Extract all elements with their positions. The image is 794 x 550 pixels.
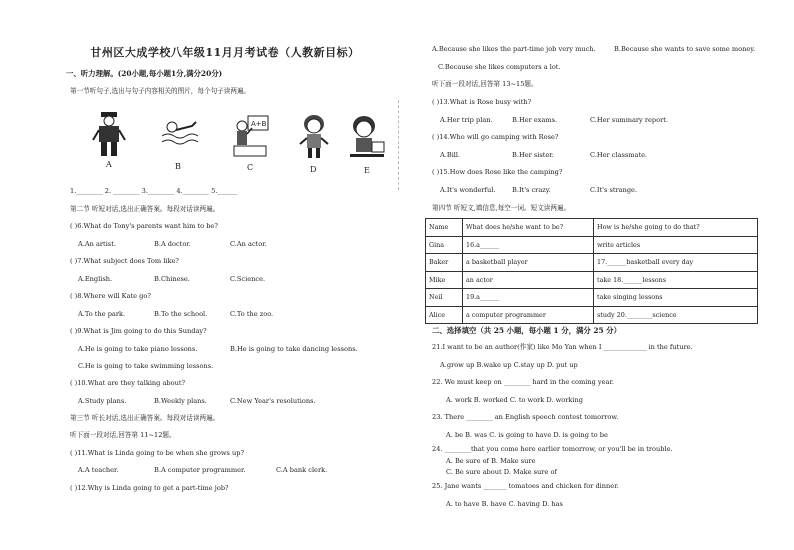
table-cell: write articles — [594, 236, 758, 254]
table-row — [426, 306, 758, 324]
picture-label-a: A — [106, 160, 112, 169]
question-13: ( )13.What is Rose busy with? — [432, 98, 532, 106]
question-9: ( )9.What is Jim going to do this Sunday? — [70, 327, 207, 335]
teacher-illustration — [232, 112, 270, 158]
question-15: ( )15.How does Rose like the camping? — [432, 168, 563, 176]
q15-option-a: A.It's wonderful. — [440, 186, 496, 194]
table-cell: Mike — [426, 271, 463, 289]
q22-options: A. work B. worked C. to work D. working — [446, 396, 583, 404]
picture-label-b: B — [175, 162, 181, 171]
q14-option-a: A.Bill. — [440, 151, 461, 159]
table-header: Name — [426, 219, 463, 237]
police-officer-illustration — [91, 110, 127, 158]
table-cell: a basketball player — [463, 254, 594, 272]
section3-instruction: 第三节 听长对话,选出正确答案。每段对话读两遍。 — [70, 414, 220, 422]
table-cell: Alice — [426, 306, 463, 324]
boy-computer-illustration — [346, 114, 386, 162]
question-11: ( )11.What is Linda going to be when she grows up? — [70, 449, 245, 457]
question-21: 21.I want to be an author(作家) like Mo Yan when I _____________ in the future. — [432, 343, 693, 351]
table-cell: Neil — [426, 289, 463, 307]
table-header-row — [426, 219, 758, 237]
question-23: 23. There ________ an English speech contest tomorrow. — [432, 413, 619, 421]
q10-option-a: A.Study plans. — [78, 397, 127, 405]
q8-option-c: C.To the zoo. — [230, 310, 274, 318]
q6-option-b: B.A doctor. — [154, 240, 191, 248]
q21-options: A.grow up B.wake up C.stay up D. put up — [440, 361, 578, 369]
question-8: ( )8.Where will Kate go? — [70, 292, 151, 300]
q12-option-c: C.Because she likes computers a lot. — [438, 63, 561, 71]
table-header: What does he/she want to be? — [463, 219, 594, 237]
q6-option-c: C.An actor. — [230, 240, 267, 248]
q6-option-a: A.An artist. — [78, 240, 116, 248]
q15-option-b: B.It's crazy. — [512, 186, 551, 194]
question-22: 22. We must keep on ________ hard in the coming year. — [432, 378, 615, 386]
table-cell: 16.a______ — [463, 236, 594, 254]
svg-text:A+B: A+B — [251, 120, 267, 128]
table-cell: Baker — [426, 254, 463, 272]
question-6: ( )6.What do Tony's parents want him to be? — [70, 222, 218, 230]
q7-option-c: C.Science. — [230, 275, 266, 283]
table-header: How is he/she going to do that? — [594, 219, 758, 237]
table-cell: a computer programmer — [463, 306, 594, 324]
section3-subinstruction: 听下面一段对话,回答第 11~12题。 — [70, 431, 176, 439]
table-row — [426, 271, 758, 289]
q10-option-b: B.Weekly plans. — [154, 397, 207, 405]
table-row — [426, 289, 758, 307]
q13-option-a: A.Her trip plan. — [440, 116, 493, 124]
table-cell: study 20.________science — [594, 306, 758, 324]
table-row — [426, 236, 758, 254]
question-7: ( )7.What subject does Tom like? — [70, 257, 179, 265]
question-12: ( )12.Why is Linda going to get a part-time job? — [70, 484, 229, 492]
q15-option-c: C.It's strange. — [590, 186, 638, 194]
section4-instruction: 第四节 听短文,填信息,每空一词。短文读两遍。 — [432, 204, 571, 212]
q13-option-c: C.Her summary report. — [590, 116, 668, 124]
section1-answer-blanks: 1.________ 2. ________ 3.________ 4.________ 5.______ — [70, 187, 238, 195]
page-title: 甘州区大成学校八年级11月月考试卷（人教新目标） — [90, 46, 360, 59]
q9-option-a: A.He is going to take piano lessons. — [78, 345, 198, 353]
q11-option-c: C.A bank clerk. — [276, 466, 328, 474]
section1-instruction: 第一节听句子,选出与句子内容相关的图片，每个句子读两遍。 — [70, 87, 251, 95]
q8-option-a: A.To the park. — [78, 310, 126, 318]
table-cell: 19.a______ — [463, 289, 594, 307]
info-table — [425, 218, 758, 324]
swimmer-illustration — [160, 118, 198, 148]
question-14: ( )14.Who will go camping with Rose? — [432, 133, 559, 141]
section3-subinstruction-2: 听下面一段对话,回答第 13~15题。 — [432, 80, 538, 88]
table-row — [426, 254, 758, 272]
q7-option-a: A.English. — [78, 275, 113, 283]
q13-option-b: B.Her exams. — [512, 116, 558, 124]
q7-option-b: B.Chinese. — [154, 275, 190, 283]
table-cell: Gina — [426, 236, 463, 254]
q12-option-b: B.Because she wants to save some money. — [614, 45, 756, 53]
q11-option-a: A.A teacher. — [78, 466, 119, 474]
column-divider — [398, 100, 400, 190]
q10-option-c: C.New Year's resolutions. — [230, 397, 316, 405]
q25-options: A. to have B. have C. having D. has — [446, 500, 563, 508]
q14-option-c: C.Her classmate. — [590, 151, 648, 159]
q24-options-row2: C. Be sure about D. Make sure of — [446, 468, 557, 476]
q14-option-b: B.Her sister. — [512, 151, 554, 159]
q23-options: A. be B. was C. is going to have D. is going to be — [446, 431, 608, 439]
question-24: 24. ________that you come here earlier tomorrow, or you'll be in trouble. — [432, 445, 673, 453]
picture-label-d: D — [310, 165, 317, 174]
q8-option-b: B.To the school. — [154, 310, 208, 318]
question-10: ( )10.What are they talking about? — [70, 379, 186, 387]
girl-illustration — [296, 112, 332, 160]
question-25: 25. Jane wants _______ tomatoes and chicken for dinner. — [432, 482, 619, 490]
q24-options-row1: A. Be sure of B. Make sure — [446, 457, 536, 465]
picture-label-e: E — [364, 166, 370, 175]
q11-option-b: B.A computer programmer. — [154, 466, 246, 474]
q9-option-c: C.He is going to take swimming lessons. — [78, 362, 214, 370]
q12-option-a: A.Because she likes the part-time job very much. — [432, 45, 596, 53]
q9-option-b: B.He is going to take dancing lessons. — [230, 345, 358, 353]
part2-heading: 二、选择填空（共 25 小题，每小题 1 分，满分 25 分） — [432, 326, 621, 335]
part1-heading: 一、听力理解。(20小题,每小题1分,满分20分) — [66, 69, 223, 78]
table-cell: take 18.______lessons — [594, 271, 758, 289]
section2-instruction: 第二节 听短对话,选出正确答案。每段对话读两遍。 — [70, 205, 220, 213]
table-cell: an actor — [463, 271, 594, 289]
table-cell: 17.______basketball every day — [594, 254, 758, 272]
table-cell: take singing lessons — [594, 289, 758, 307]
picture-label-c: C — [247, 163, 254, 172]
